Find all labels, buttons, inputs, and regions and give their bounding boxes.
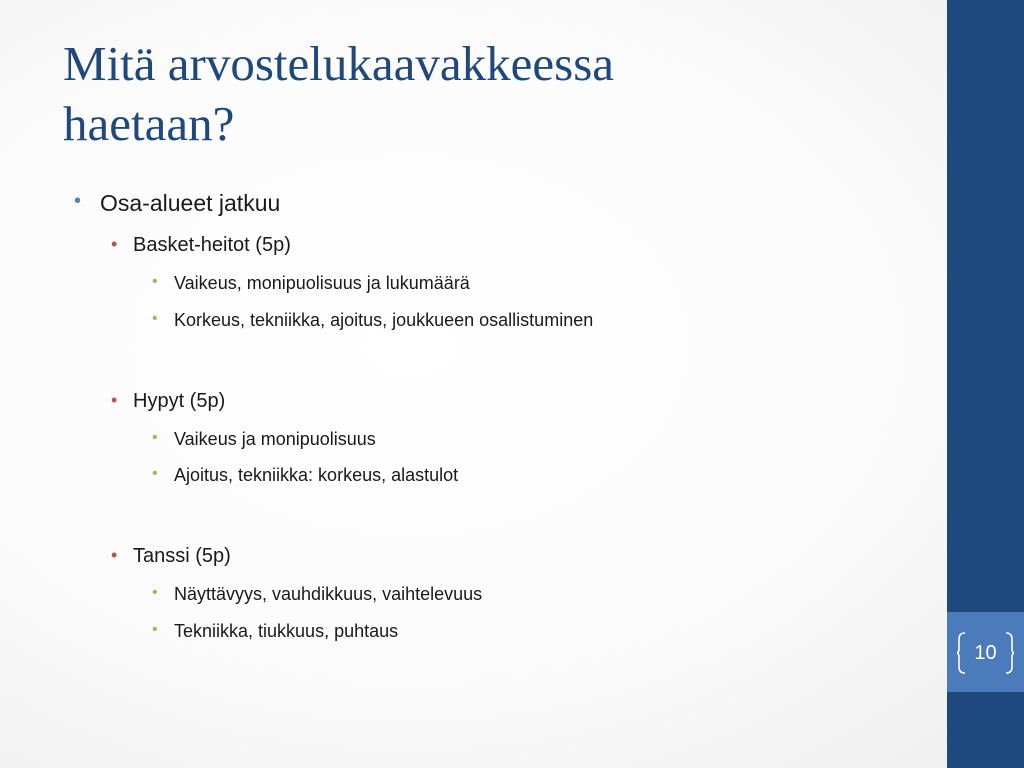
bullet-dot-icon: • xyxy=(111,390,118,410)
slide-title-line-2: haetaan? xyxy=(63,96,235,151)
bullet-text: Vaikeus, monipuolisuus ja lukumäärä xyxy=(174,273,470,293)
bullet-text: Korkeus, tekniikka, ajoitus, joukkueen osallistuminen xyxy=(174,310,594,330)
bullet-text: Osa-alueet jatkuu xyxy=(100,190,281,216)
slide-title-line-1: Mitä arvostelukaavakkeessa xyxy=(63,36,615,91)
bullet-text: Näyttävyys, vauhdikkuus, vaihtelevuus xyxy=(174,584,483,604)
page-number: 10 xyxy=(974,642,997,664)
bullet-dot-icon: • xyxy=(152,273,158,290)
bullet-text: Basket-heitot (5p) xyxy=(133,234,291,256)
bullet-text: Tekniikka, tiukkuus, puhtaus xyxy=(174,621,399,641)
bullet-level2-tanssi xyxy=(111,545,231,568)
bullet-level2-basket xyxy=(111,234,291,257)
bullet-level1-osa-alueet xyxy=(74,190,281,217)
bullet-level3-hypyt-2 xyxy=(152,465,459,486)
bullet-level3-basket-1 xyxy=(152,273,470,294)
bullet-dot-icon: • xyxy=(111,545,118,565)
page-number-box xyxy=(947,612,1024,692)
bullet-level3-hypyt-1 xyxy=(152,429,376,450)
bullet-text: Tanssi (5p) xyxy=(133,545,231,567)
bullet-text: Vaikeus ja monipuolisuus xyxy=(174,429,376,449)
bullet-dot-icon: • xyxy=(152,584,158,601)
bullet-text: Hypyt (5p) xyxy=(133,390,226,412)
bullet-level3-basket-2 xyxy=(152,310,594,331)
bullet-dot-icon: • xyxy=(152,465,158,482)
bullet-text: Ajoitus, tekniikka: korkeus, alastulot xyxy=(174,465,459,485)
bullet-level2-hypyt xyxy=(111,390,226,413)
bullet-dot-icon: • xyxy=(152,310,158,327)
page-number-frame xyxy=(957,632,1014,674)
bullet-dot-icon: • xyxy=(74,190,82,212)
bullet-level3-tanssi-2 xyxy=(152,621,399,642)
bullet-dot-icon: • xyxy=(152,429,158,446)
bullet-level3-tanssi-1 xyxy=(152,584,483,605)
bullet-dot-icon: • xyxy=(111,234,118,254)
bullet-dot-icon: • xyxy=(152,621,158,638)
